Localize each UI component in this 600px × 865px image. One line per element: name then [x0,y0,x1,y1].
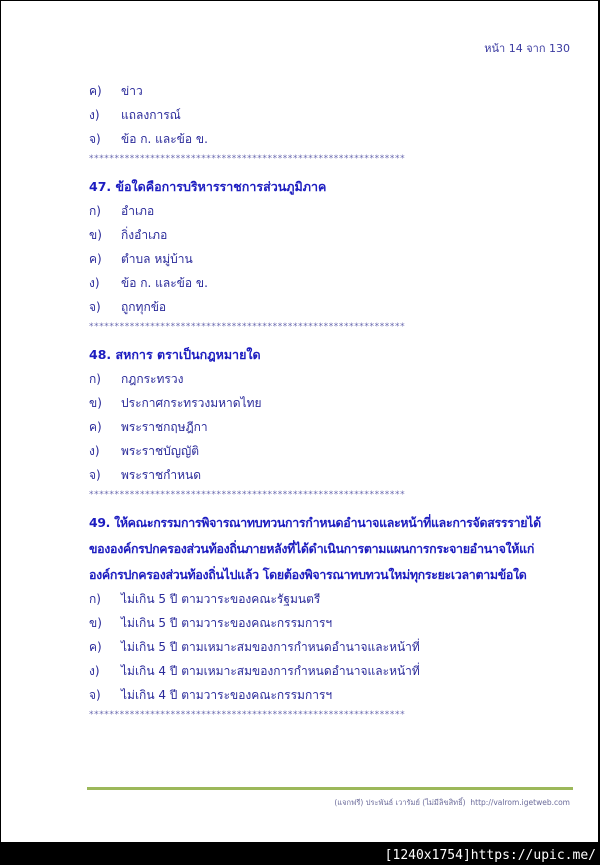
option-text: พระราชบัญญัติ [121,444,199,458]
footer [334,797,570,809]
option [89,295,559,319]
option-text: พระราชกำหนด [121,468,202,482]
option [89,247,559,271]
option [89,79,559,103]
option-text: พระราชกฤษฎีกา [121,420,208,434]
option [89,127,559,151]
option-label: ง) [89,664,100,678]
footer-rule [87,787,573,790]
option-label: ข) [89,616,102,630]
option-label: จ) [89,132,101,146]
option-label: ข) [89,396,102,410]
option [89,635,559,659]
question-48-title: 48. สหการ ตราเป็นกฎหมายใด [89,347,261,362]
option [89,415,559,439]
footer-text: (แจกฟรี) ประพันธ์ เวารัมย์ (ไม่มีลิขสิทธิ์) [334,798,466,807]
option-text: ข่าว [121,84,143,98]
option-label: ค) [89,420,102,434]
option-text: อำเภอ [121,204,155,218]
page-content [89,79,559,729]
option [89,103,559,127]
watermark: [1240x1754]https://upic.me/ [384,848,596,863]
option-label: จ) [89,468,101,482]
option-label: ก) [89,592,101,606]
option [89,587,559,611]
option-text: ไม่เกิน 4 ปี ตามวาระของคณะกรรมการฯ [121,688,333,702]
option [89,391,559,415]
separator: ************************************************************** [89,322,406,332]
option [89,683,559,707]
option-text: ไม่เกิน 5 ปี ตามเหมาะสมของการกำหนดอำนาจและหน้าที่ [121,640,420,654]
option-text: ตำบล หมู่บ้าน [121,252,193,266]
option [89,223,559,247]
option-label: ค) [89,640,102,654]
option [89,199,559,223]
option-label: ก) [89,204,101,218]
page-number: หน้า 14 จาก 130 [484,42,570,55]
option [89,271,559,295]
option-label: ค) [89,84,102,98]
question-49-line: ขององค์กรปกครองส่วนท้องถิ่นภายหลังที่ได้ดำเนินการตามแผนการกระจายอำนาจให้แก่ [89,541,535,556]
option-label: ค) [89,252,102,266]
question-47-title: 47. ข้อใดคือการบริหารราชการส่วนภูมิภาค [89,179,327,194]
option-label: ก) [89,372,101,386]
separator: ************************************************************** [89,490,406,500]
document-page [1,1,598,842]
option [89,439,559,463]
option-text: ถูกทุกข้อ [121,300,167,314]
option-label: ข) [89,228,102,242]
question-49-line: 49. ให้คณะกรรมการพิจารณาทบทวนการกำหนดอำนาจและหน้าที่และการจัดสรรรายได้ [89,515,541,530]
option [89,367,559,391]
question-49-line: องค์กรปกครองส่วนท้องถิ่นไปแล้ว โดยต้องพิจารณาทบทวนใหม่ทุกระยะเวลาตามข้อใด [89,567,527,582]
option-text: กิ่งอำเภอ [121,228,168,242]
option-text: ไม่เกิน 4 ปี ตามเหมาะสมของการกำหนดอำนาจและหน้าที่ [121,664,420,678]
option-text: กฎกระทรวง [121,372,184,386]
option [89,463,559,487]
separator: ************************************************************** [89,154,406,164]
option [89,659,559,683]
separator: ************************************************************** [89,710,406,720]
option-text: ข้อ ก. และข้อ ข. [121,276,208,290]
footer-url[interactable]: http://valrom.igetweb.com [470,798,570,807]
option-label: ง) [89,444,100,458]
option-label: ง) [89,108,100,122]
option-label: จ) [89,688,101,702]
option-label: ง) [89,276,100,290]
option-text: แถลงการณ์ [121,108,181,122]
option-text: ไม่เกิน 5 ปี ตามวาระของคณะรัฐมนตรี [121,592,321,606]
continued-options [89,79,559,151]
option-text: ข้อ ก. และข้อ ข. [121,132,208,146]
option-text: ประกาศกระทรวงมหาดไทย [121,396,262,410]
option-text: ไม่เกิน 5 ปี ตามวาระของคณะกรรมการฯ [121,616,333,630]
option-label: จ) [89,300,101,314]
option [89,611,559,635]
